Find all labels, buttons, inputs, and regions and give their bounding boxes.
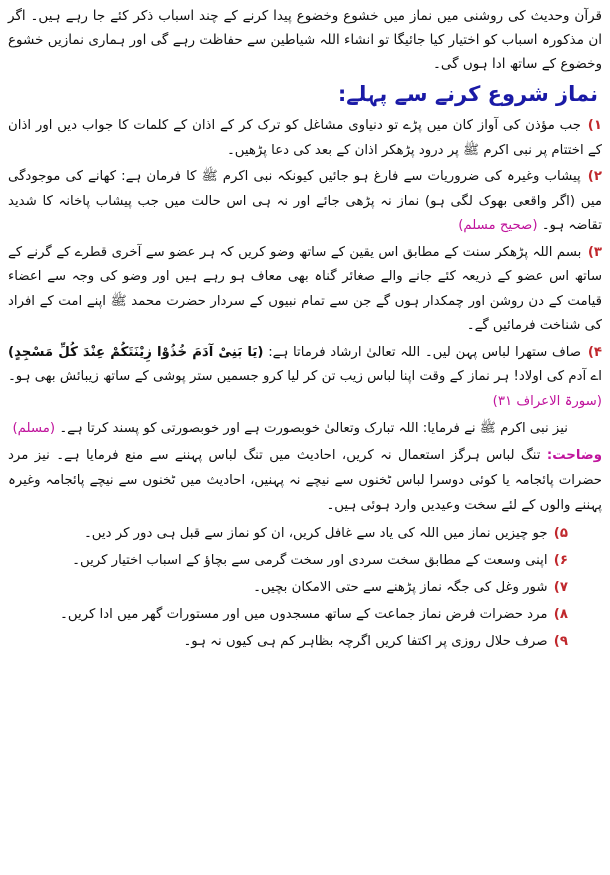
section-heading: نماز شروع کرنے سے پہلے: (337, 82, 598, 106)
verse-translation: اے آدم کی اولاد! ہر نماز کے وقت اپنا لباس زیب تن کر لیا کرو جسمیں ستر پوشی کے ساتھ زیبائش بھی ہو۔ (8, 369, 602, 384)
list-item-2 (8, 165, 602, 239)
item-text: صرف حلال روزی پر اکتفا کریں اگرچہ بظاہر کم ہی کیوں نہ ہو۔ (183, 634, 548, 649)
list-item-6 (8, 547, 602, 574)
reference-citation: (صحیح مسلم) (458, 218, 538, 233)
quran-verse: (یَا بَنِیْ آدَمَ خُذُوْا زِیْنَتَکُمْ عِنْدَ کُلِّ مَسْجِدٍ) (8, 344, 264, 360)
item-number: ۳) (587, 244, 603, 260)
item-text: جب مؤذن کی آواز کان میں پڑے تو دنیاوی مشاغل کو ترک کر کے اذان کے کلمات کا جواب دیں اور اذان کے اختتام پر نبی اکرم ﷺ پر درود پڑھکر اذان کے بعد کی دعا پڑھیں۔ (8, 118, 602, 158)
note-text: تنگ لباس ہرگز استعمال نہ کریں، احادیث میں تنگ لباس پہننے سے منع فرمایا ہے۔ نیز مرد حضرات پائجامہ یا کوئی دوسرا لباس ٹخنوں سے نیچے نہ پہنیں، احادیث میں ٹخنوں سے نیچے پائجامہ وغیرہ پہننے والوں کے لئے سخت وعیدیں وارد ہوئی ہیں۔ (8, 448, 602, 513)
item-number: ۴) (587, 344, 603, 360)
hadith-text: نیز نبی اکرم ﷺ نے فرمایا: اللہ تبارک وتعالیٰ خوبصورت ہے اور خوبصورتی کو پسند کرتا ہے۔ (59, 421, 568, 436)
numbered-list (8, 520, 602, 655)
list-item-9 (8, 628, 602, 655)
hadith-paragraph (8, 416, 602, 441)
list-item-3 (8, 241, 602, 339)
item-number: ۷) (553, 580, 568, 595)
item-text: مرد حضرات فرض نماز جماعت کے ساتھ مسجدوں میں اور مستورات گھر میں ادا کریں۔ (60, 607, 548, 622)
note-paragraph (8, 443, 602, 518)
item-number: ۵) (553, 526, 568, 541)
list-item-7 (8, 574, 602, 601)
list-item-5 (8, 520, 602, 547)
item-text: بسم اللہ پڑھکر سنت کے مطابق اس یقین کے ساتھ وضو کریں کہ ہر عضو سے آخری قطرے کے گرنے کے ساتھ اس عضو کے ذریعہ کئے جانے والے صغائر گناہ بھی معاف ہو رہے ہیں اور وضو کی وجہ سے اعضاء قیامت کے دن روشن اور چمکدار ہوں گے جن سے تمام نبیوں کے سردار حضرت محمد ﷺ اپنے امت کے افراد کی شناخت فرمائیں گے۔ (8, 244, 602, 333)
item-number: ۸) (553, 607, 568, 622)
list-item-4 (8, 341, 602, 415)
item-text: شور وغل کی جگہ نماز پڑھنے سے حتی الامکان بچیں۔ (253, 580, 548, 595)
list-item-8 (8, 601, 602, 628)
item-text: جو چیزیں نماز میں اللہ کی یاد سے غافل کریں، ان کو نماز سے قبل ہی دور کر دیں۔ (83, 526, 548, 541)
item-number: ۱) (587, 118, 602, 133)
reference-citation: (سورۃ الاعراف ۳۱) (492, 393, 602, 409)
item-number: ۶) (553, 553, 568, 568)
item-text: صاف ستھرا لباس پہن لیں۔ اللہ تعالیٰ ارشاد فرماتا ہے: (268, 344, 582, 360)
reference-citation: (مسلم) (12, 421, 56, 436)
list-item-1 (8, 114, 602, 163)
item-number: ۲) (587, 169, 602, 184)
item-text: پیشاب وغیرہ کی ضروریات سے فارغ ہو جائیں کیونکہ نبی اکرم ﷺ کا فرمان ہے: کھانے کی موجودگی میں (اگر واقعی بھوک لگی ہو) نماز نہ پڑھی جائے اور نہ ہی اس حالت میں جب پیشاب پاخانہ کا شدید تقاضہ ہو۔ (8, 169, 602, 233)
note-label: وضاحت: (546, 448, 602, 463)
item-number: ۹) (553, 634, 568, 649)
intro-paragraph: قرآن وحدیث کی روشنی میں نماز میں خشوع وخضوع پیدا کرنے کے چند اسباب ذکر کئے جا رہے ہیں۔ اگر ان مذکورہ اسباب کو اختیار کیا جائیگا تو انشاء اللہ شیاطین سے حفاظت رہے گی اور ہماری نمازیں خشوع وخضوع کے ساتھ ادا ہوں گی۔ (8, 8, 602, 72)
item-text: اپنی وسعت کے مطابق سخت سردی اور سخت گرمی سے بچاؤ کے اسباب اختیار کریں۔ (72, 553, 548, 568)
